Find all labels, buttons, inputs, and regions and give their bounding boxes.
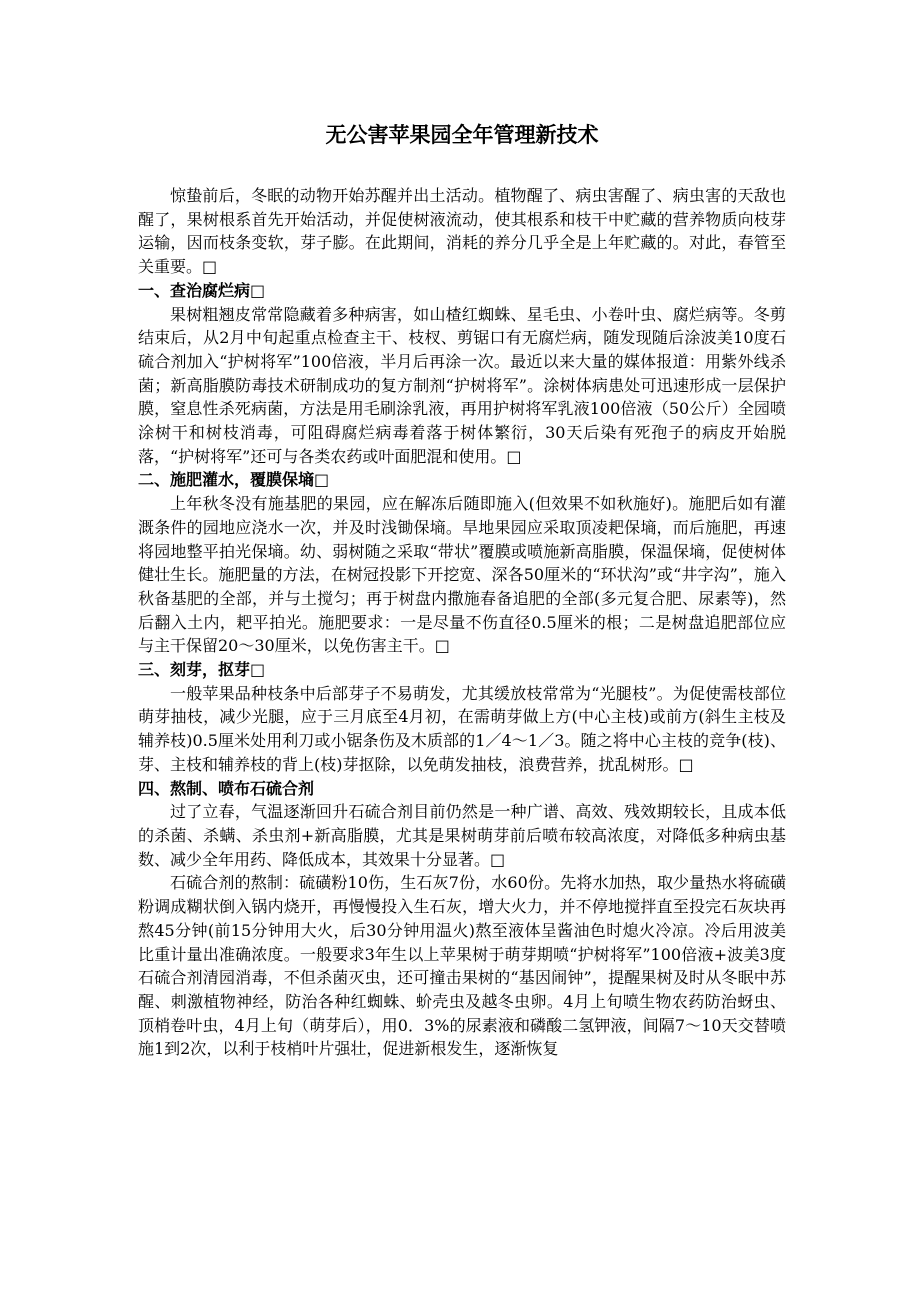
section-heading-fertilize-water: 二、施肥灌水，覆膜保墒□ <box>138 470 330 490</box>
section-heading-bud-notching: 三、刻芽，抠芽□ <box>138 660 266 680</box>
document-body <box>138 184 786 1061</box>
intro-paragraph: 惊蛰前后，冬眠的动物开始苏醒并出土活动。植物醒了、病虫害醒了、病虫害的天敌也醒了，果树根系首先开始活动，并促使树液流动，使其根系和枝干中贮藏的营养物质向枝芽运输，因而枝条变软，芽子膨。在此期间，消耗的养分几乎全是上年贮藏的。对此，春管至关重要。□ <box>138 186 786 277</box>
document-page <box>138 0 786 1061</box>
section-paragraph: 果树粗翘皮常常隐藏着多种病害，如山楂红蜘蛛、星毛虫、小卷叶虫、腐烂病等。冬剪结束后，从2月中旬起重点检查主干、枝杈、剪锯口有无腐烂病，随发现随后涂波美10度石硫合剂加入“护树将军”100倍液，半月后再涂一次。最近以来大量的媒体报道：用紫外线杀菌；新高脂膜防毒技术研制成功的复方制剂“护树将军”。涂树体病患处可迅速形成一层保护膜，窒息性杀死病菌，方法是用毛刷涂乳液，再用护树将军乳液100倍液（50公斤）全园喷涂树干和树枝消毒，可阻碍腐烂病毒着落于树体繁衍，30天后染有死孢子的病皮开始脱落，“护树将军”还可与各类农药或叶面肥混和使用。□ <box>138 304 786 466</box>
section-heading-lime-sulfur: 四、熬制、喷布石硫合剂 <box>138 778 315 798</box>
section-heading-rot-disease: 一、查治腐烂病□ <box>138 280 266 300</box>
section-paragraph: 石硫合剂的熬制：硫磺粉10伤，生石灰7份，水60份。先将水加热，取少量热水将硫磺粉调成糊状倒入锅内烧开，再慢慢投入生石灰，增大火力，并不停地搅拌直至投完石灰块再熬45分钟(前15分钟用大火，后30分钟用温火)熬至液体呈酱油色时熄火冷凉。冷后用波美比重计量出准确浓度。一般要求3年生以上苹果树于萌芽期喷“护树将军”100倍液+波美3度石硫合剂清园消毒，不但杀菌灭虫，还可撞击果树的“基因闹钟”，提醒果树及时从冬眠中苏醒、刺激植物神经，防治各种红蜘蛛、蚧壳虫及越冬虫卵。4月上旬喷生物农药防治蚜虫、顶梢卷叶虫，4月上旬（萌芽后），用0．3%的尿素液和磷酸二氢钾液，间隔7～10天交替喷施1到2次，以利于枝梢叶片强壮，促进新根发生，逐渐恢复 <box>138 873 786 1059</box>
document-title: 无公害苹果园全年管理新技术 <box>325 123 599 147</box>
section-paragraph: 过了立春，气温逐渐回升石硫合剂目前仍然是一种广谱、高效、残效期较长，且成本低的杀菌、杀螨、杀虫剂+新高脂膜，尤其是果树萌芽前后喷布较高浓度，对降低多种病虫基数、减少全年用药、降低成本，其效果十分显著。□ <box>138 802 786 869</box>
section-paragraph: 一般苹果品种枝条中后部芽子不易萌发，尤其缓放枝常常为“光腿枝”。为促使需枝部位萌芽抽枝，减少光腿，应于三月底至4月初，在需萌芽做上方(中心主枝)或前方(斜生主枝及辅养枝)0.5厘米处用利刀或小锯条伤及木质部的1／4～1／3。随之将中心主枝的竞争(枝)、芽、主枝和辅养枝的背上(枝)芽抠除，以免萌发抽枝，浪费营养，扰乱树形。□ <box>138 683 786 774</box>
section-paragraph: 上年秋冬没有施基肥的果园，应在解冻后随即施入(但效果不如秋施好)。施肥后如有灌溉条件的园地应浇水一次，并及时浅锄保墒。旱地果园应采取顶凌耙保墒，而后施肥，再速将园地整平拍光保墒。幼、弱树随之采取“带状”覆膜或喷施新高脂膜，保温保墒，促使树体健壮生长。施肥量的方法，在树冠投影下开挖宽、深各50厘米的“环状沟”或“井字沟”，施入秋备基肥的全部，并与土搅匀；再于树盘内撒施春备追肥的全部(多元复合肥、尿素等)，然后翻入土内，耙平拍光。施肥要求：一是尽量不伤直径0.5厘米的根；二是树盘追肥部位应与主干保留20～30厘米，以免伤害主干。□ <box>138 494 786 656</box>
